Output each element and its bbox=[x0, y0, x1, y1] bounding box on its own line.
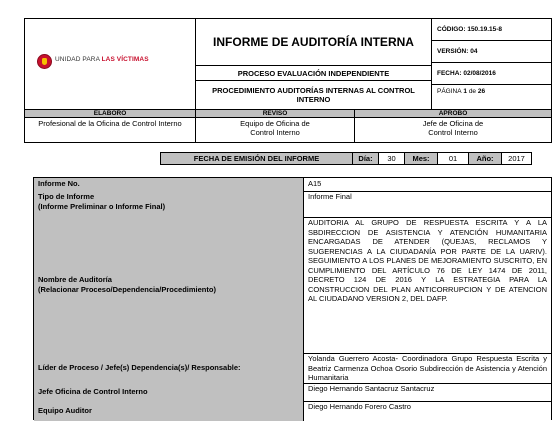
document-version: VERSIÓN: 04 bbox=[432, 41, 551, 63]
report-number-label: Informe No. bbox=[34, 178, 304, 191]
approval-table bbox=[24, 110, 552, 143]
team-label: Equipo Auditor bbox=[34, 401, 304, 421]
coat-of-arms-icon bbox=[37, 54, 52, 69]
report-type-value: Informe Final bbox=[308, 192, 352, 201]
day-label: Día: bbox=[353, 153, 379, 164]
logo-cell bbox=[25, 19, 196, 109]
document-title: INFORME DE AUDITORÍA INTERNA bbox=[196, 19, 432, 66]
table-row-audit-name bbox=[34, 217, 551, 354]
approval-title: APROBÓ bbox=[355, 110, 551, 118]
logo-text: UNIDAD PARA LAS VÍCTIMAS bbox=[55, 56, 149, 63]
chief-label: Jefe Oficina de Control Interno bbox=[34, 383, 304, 401]
year-value: 2017 bbox=[508, 154, 525, 163]
approval-title: ELABORÓ bbox=[25, 110, 195, 118]
report-info-table bbox=[33, 177, 552, 420]
page-indicator: PÁGINA 1 de 26 bbox=[437, 88, 486, 95]
table-row-leader bbox=[34, 353, 551, 384]
approval-body: Profesional de la Oficina de Control Interno bbox=[38, 119, 182, 128]
leader-label: Líder de Proceso / Jefe(s) Dependencia(s)/ Responsable: bbox=[34, 353, 304, 383]
chief-value: Diego Hernando Santacruz Santacruz bbox=[308, 384, 435, 393]
approval-aprobo bbox=[355, 110, 551, 142]
document-date: FECHA: 02/08/2016 bbox=[432, 63, 551, 85]
process-name: PROCESO EVALUACIÓN INDEPENDIENTE bbox=[196, 66, 432, 81]
team-value: Diego Hernando Forero Castro bbox=[308, 402, 411, 411]
day-value: 30 bbox=[379, 153, 405, 164]
report-type-label: Tipo de Informe (Informe Preliminar o Informe Final) bbox=[34, 191, 304, 217]
document-header bbox=[24, 18, 552, 110]
approval-body: Equipo de Oficina de Control Interno bbox=[240, 119, 310, 137]
audit-name-label: Nombre de Auditoría (Relacionar Proceso/Dependencia/Procedimiento) bbox=[34, 217, 304, 353]
document-code: CÓDIGO: 150.19.15-8 bbox=[432, 19, 551, 41]
table-row-report-type bbox=[34, 191, 551, 218]
approval-body: Jefe de Oficina de Control Interno bbox=[422, 119, 484, 137]
table-row-team bbox=[34, 401, 551, 421]
year-label: Año: bbox=[469, 153, 502, 164]
month-label: Mes: bbox=[405, 153, 438, 164]
month-value: 01 bbox=[438, 153, 469, 164]
table-row-chief bbox=[34, 383, 551, 402]
audit-name-value: AUDITORIA AL GRUPO DE RESPUESTA ESCRITA Y A LA SBDIRECCION DE ASISTENCIA Y ATENCIÓN HUMANITARIA ENCARGADAS DE ATENDER (QUEJAS, RECLAMOS Y SUGERENCIAS A LA CIUDADANÍA POR PARTE DE LA UARIV). SEGUIMIENTO A LOS PLANES DE MEJORAMIENTO SUSCRITO, EN CUMPLIMIENTO DEL ARTÍCULO 76 DE LEY 1474 DE 2011, DECRETO 124 DE 2016 Y LA ESTRATEGIA PARA LA CONSTRUCCION DEL PLAN ANTICORRUPCION Y DE ATENCION AL CIUDADANO VERSION 2, DEL DAFP. bbox=[308, 218, 547, 304]
emission-label: FECHA DE EMISIÓN DEL INFORME bbox=[161, 153, 353, 164]
approval-title: REVISÓ bbox=[196, 110, 354, 118]
approval-reviso bbox=[196, 110, 355, 142]
table-row-report-number bbox=[34, 178, 551, 192]
approval-elaboro bbox=[25, 110, 196, 142]
procedure-name: PROCEDIMIENTO AUDITORÍAS INTERNAS AL CONTROL INTERNO bbox=[196, 81, 432, 109]
leader-value: Yolanda Guerrero Acosta- Coordinadora Grupo Respuesta Escrita y Beatriz Carmenza Ochoa Osorio Subdirección de Asistencia y Atención Humanitaria bbox=[308, 354, 547, 383]
emission-date-bar bbox=[160, 152, 532, 165]
report-number-value: A15 bbox=[308, 179, 322, 188]
